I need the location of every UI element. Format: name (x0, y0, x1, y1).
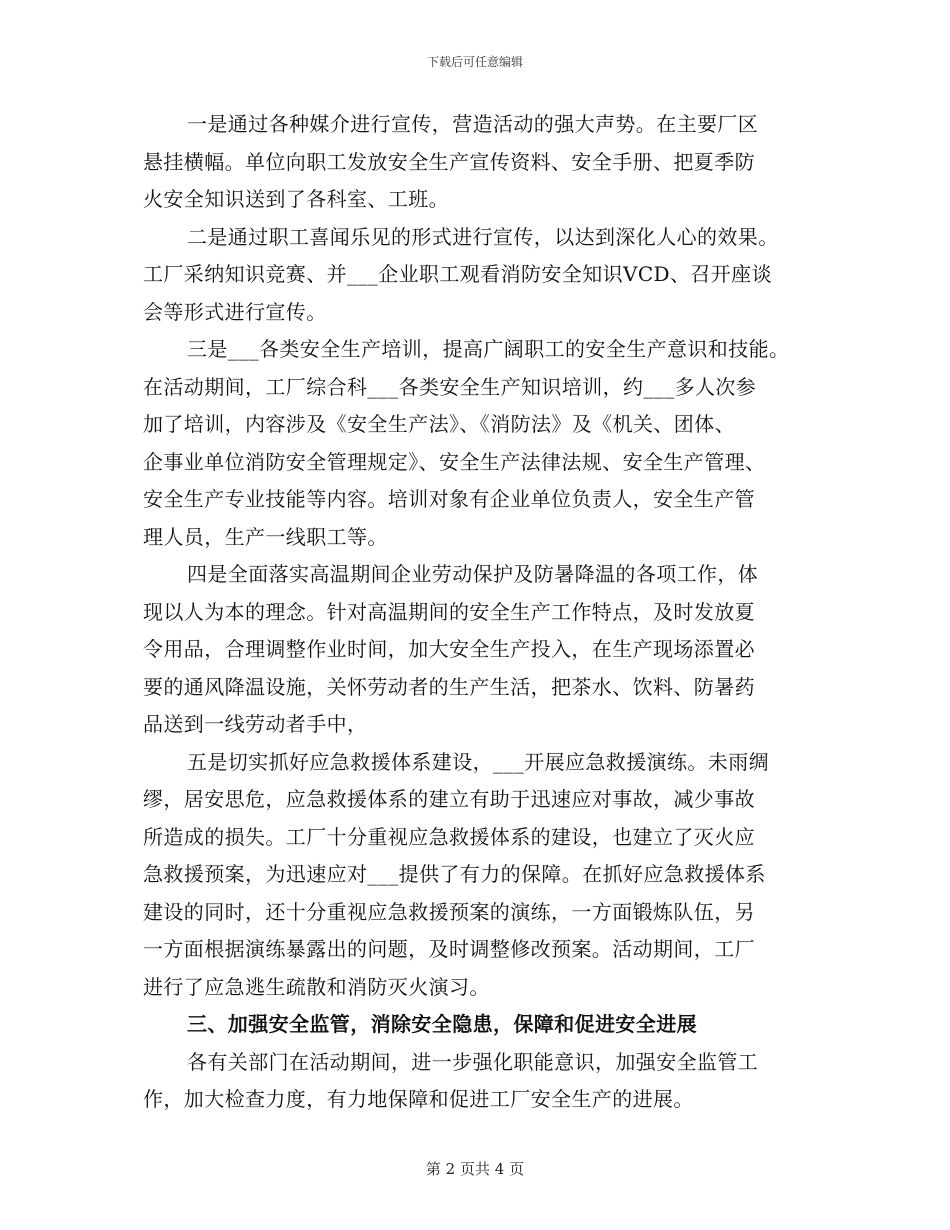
document-body (143, 106, 823, 1119)
paragraph-5-line-1: 五是切实抓好应急救援体系建设，___开展应急救援演练。未雨绸 (187, 749, 769, 774)
paragraph-1-line-2: 悬挂横幅。单位向职工发放安全生产宣传资料、安全手册、把夏季防 (143, 149, 755, 174)
paragraph-3-line-3: 加了培训，内容涉及《安全生产法》、《消防法》及《机关、团体、 (143, 412, 735, 436)
page-header: 下载后可任意编辑 (426, 55, 523, 69)
paragraph-2-line-3: 会等形式进行宣传。 (143, 299, 327, 324)
paragraph-2-line-1: 二是通过职工喜闻乐见的形式进行宣传，以达到深化人心的效果。 (187, 224, 779, 249)
paragraph-4-line-3: 令用品，合理调整作业时间，加大安全生产投入，在生产现场添置必 (143, 637, 755, 661)
page-footer: 第 2 页共 4 页 (425, 1160, 525, 1178)
paragraph-5-line-2: 缪，居安思危，应急救援体系的建立有助于迅速应对事故，减少事故 (143, 787, 755, 811)
paragraph-6-line-2: 作，加大检查力度，有力地保障和促进工厂安全生产的进展。 (143, 1087, 694, 1111)
paragraph-5-line-7: 进行了应急逃生疏散和消防灭火演习。 (143, 974, 490, 999)
paragraph-2-line-2: 工厂采纳知识竞赛、并___企业职工观看消防安全知识VCD、召开座谈 (143, 262, 772, 286)
paragraph-4-line-4: 要的通风降温设施，关怀劳动者的生产生活，把茶水、饮料、防暑药 (143, 674, 755, 699)
section-heading: 三、加强安全监管，消除安全隐患，保障和促进安全进展 (187, 1012, 697, 1036)
paragraph-3-line-4: 企事业单位消防安全管理规定》、安全生产法律法规、安全生产管理、 (143, 449, 766, 474)
paragraph-3-line-1: 三是___各类安全生产培训，提高广阔职工的安全生产意识和技能。 (187, 337, 790, 361)
paragraph-5-line-3: 所造成的损失。工厂十分重视应急救援体系的建设，也建立了灭火应 (143, 824, 755, 849)
paragraph-5-line-5: 建设的同时，还十分重视应急救援预案的演练，一方面锻炼队伍，另 (143, 899, 755, 924)
paragraph-5-line-6: 一方面根据演练暴露出的问题，及时调整修改预案。活动期间，工厂 (143, 937, 755, 961)
paragraph-5-line-4: 急救援预案，为迅速应对___提供了有力的保障。在抓好应急救援体系 (143, 862, 766, 886)
paragraph-4-line-2: 现以人为本的理念。针对高温期间的安全生产工作特点，及时发放夏 (143, 599, 755, 624)
paragraph-6-line-1: 各有关部门在活动期间，进一步强化职能意识，加强安全监管工 (187, 1049, 759, 1074)
paragraph-3-line-2: 在活动期间，工厂综合科___各类安全生产知识培训，约___多人次参 (143, 374, 757, 399)
paragraph-4-line-1: 四是全面落实高温期间企业劳动保护及防暑降温的各项工作，体 (187, 562, 759, 586)
paragraph-3-line-6: 理人员，生产一线职工等。 (143, 524, 388, 549)
paragraph-4-line-5: 品送到一线劳动者手中， (143, 712, 368, 736)
paragraph-1-line-1: 一是通过各种媒介进行宣传，营造活动的强大声势。在主要厂区 (187, 112, 759, 136)
paragraph-3-line-5: 安全生产专业技能等内容。培训对象有企业单位负责人，安全生产管 (143, 487, 755, 511)
paragraph-1-line-3: 火安全知识送到了各科室、工班。 (143, 187, 449, 211)
